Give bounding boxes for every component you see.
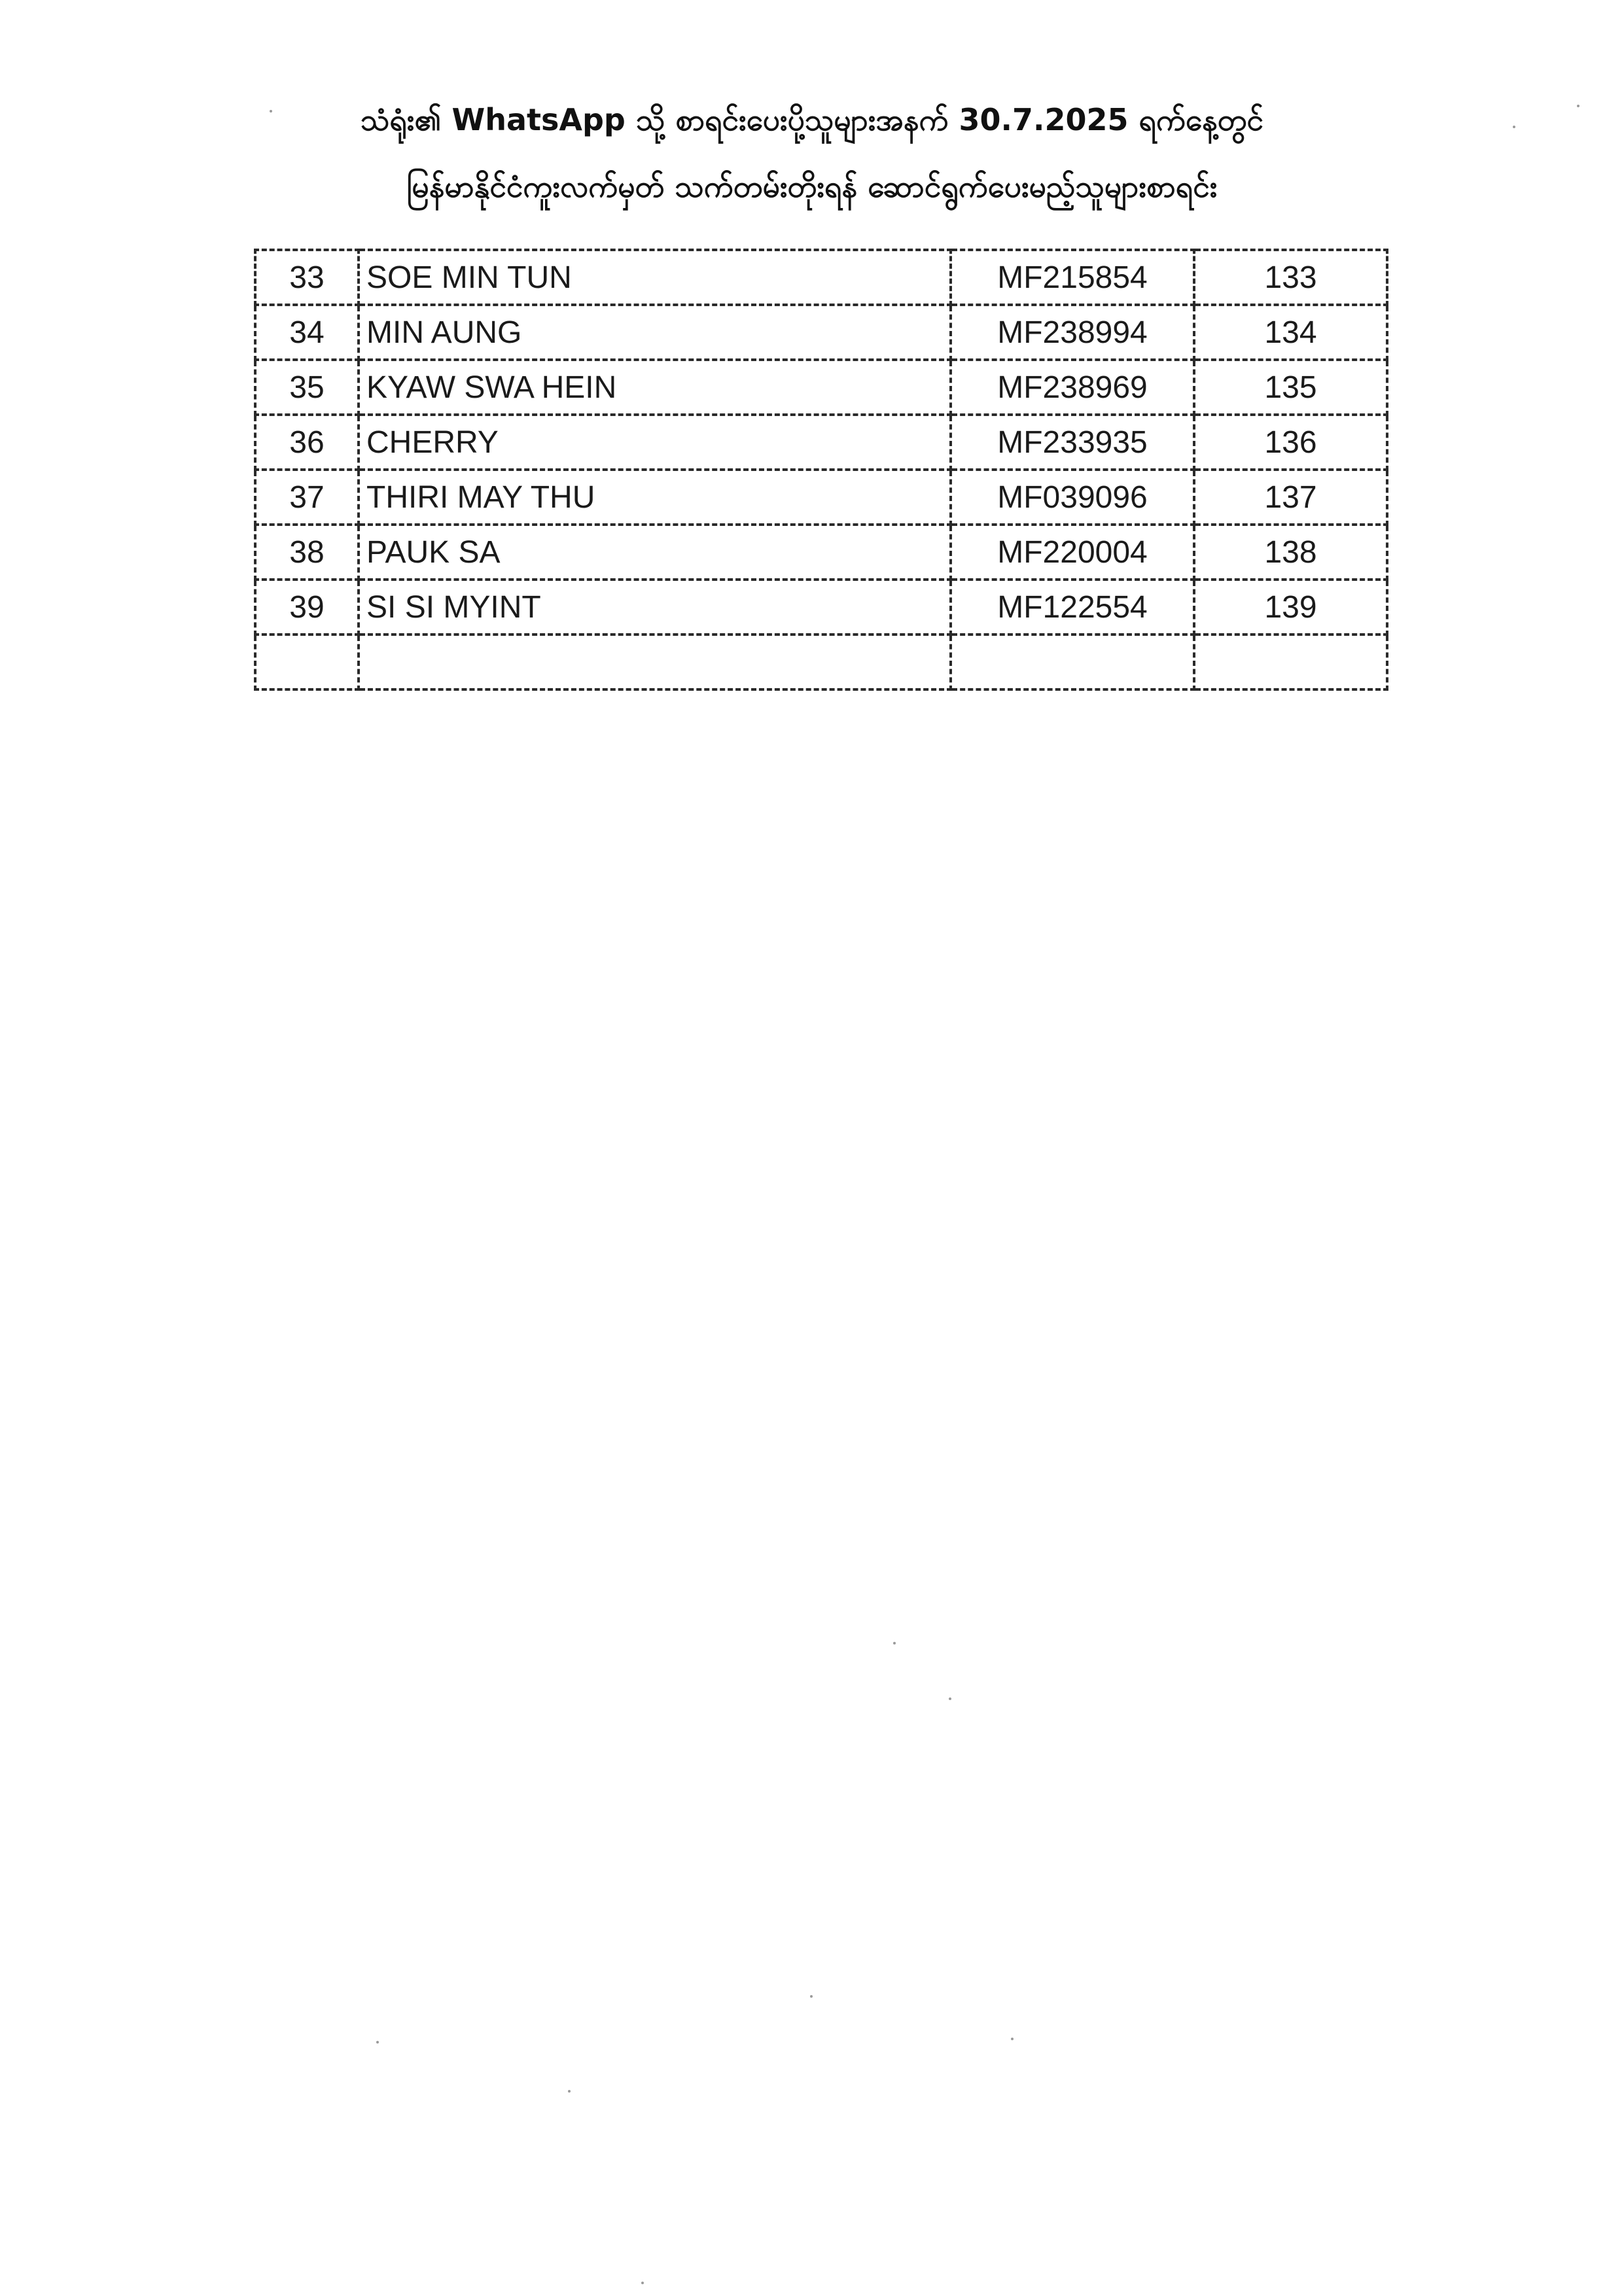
scan-speck (641, 2282, 644, 2284)
passport-number: MF122554 (951, 580, 1194, 635)
sequence-number: 139 (1194, 580, 1387, 635)
applicant-name: PAUK SA (359, 525, 951, 580)
applicant-table (254, 249, 1388, 691)
scan-speck (376, 2041, 379, 2044)
row-number: 34 (255, 305, 359, 360)
table-row (255, 525, 1387, 580)
document-title-line-2: မြန်မာနိုင်ငံကူးလက်မှတ် သက်တမ်းတိုးရန် ဆောင်ရွက်ပေးမည့်သူများစာရင်း (406, 169, 1218, 204)
sequence-number: 137 (1194, 470, 1387, 525)
sequence-number: 138 (1194, 525, 1387, 580)
scan-speck (1577, 105, 1580, 107)
passport-number: MF238969 (951, 360, 1194, 415)
scan-speck (568, 2090, 571, 2093)
table-row (255, 470, 1387, 525)
sequence-number: 136 (1194, 415, 1387, 470)
applicant-name: SOE MIN TUN (359, 250, 951, 305)
empty-cell (255, 635, 359, 689)
row-number: 35 (255, 360, 359, 415)
table-row (255, 415, 1387, 470)
passport-number: MF220004 (951, 525, 1194, 580)
table-row (255, 250, 1387, 305)
row-number: 39 (255, 580, 359, 635)
row-number: 36 (255, 415, 359, 470)
scan-speck (810, 1995, 813, 1998)
scan-speck (949, 1697, 951, 1700)
empty-cell (359, 635, 951, 689)
sequence-number: 134 (1194, 305, 1387, 360)
passport-number: MF233935 (951, 415, 1194, 470)
scan-speck (270, 110, 272, 113)
scan-speck (1011, 2038, 1014, 2040)
scan-speck (893, 1642, 896, 1644)
passport-number: MF238994 (951, 305, 1194, 360)
applicant-name: CHERRY (359, 415, 951, 470)
empty-table-row (255, 635, 1387, 689)
table-row (255, 580, 1387, 635)
table-row (255, 360, 1387, 415)
row-number: 37 (255, 470, 359, 525)
applicant-name: SI SI MYINT (359, 580, 951, 635)
sequence-number: 135 (1194, 360, 1387, 415)
document-title-line-1: သံရုံး၏ WhatsApp သို့ စာရင်းပေးပို့သူများအနက် 30.7.2025 ရက်နေ့တွင် (360, 102, 1264, 137)
row-number: 38 (255, 525, 359, 580)
scan-speck (1513, 126, 1515, 128)
applicant-name: KYAW SWA HEIN (359, 360, 951, 415)
empty-cell (1194, 635, 1387, 689)
applicant-name: MIN AUNG (359, 305, 951, 360)
passport-number: MF215854 (951, 250, 1194, 305)
sequence-number: 133 (1194, 250, 1387, 305)
row-number: 33 (255, 250, 359, 305)
passport-number: MF039096 (951, 470, 1194, 525)
empty-cell (951, 635, 1194, 689)
applicant-name: THIRI MAY THU (359, 470, 951, 525)
table-row (255, 305, 1387, 360)
